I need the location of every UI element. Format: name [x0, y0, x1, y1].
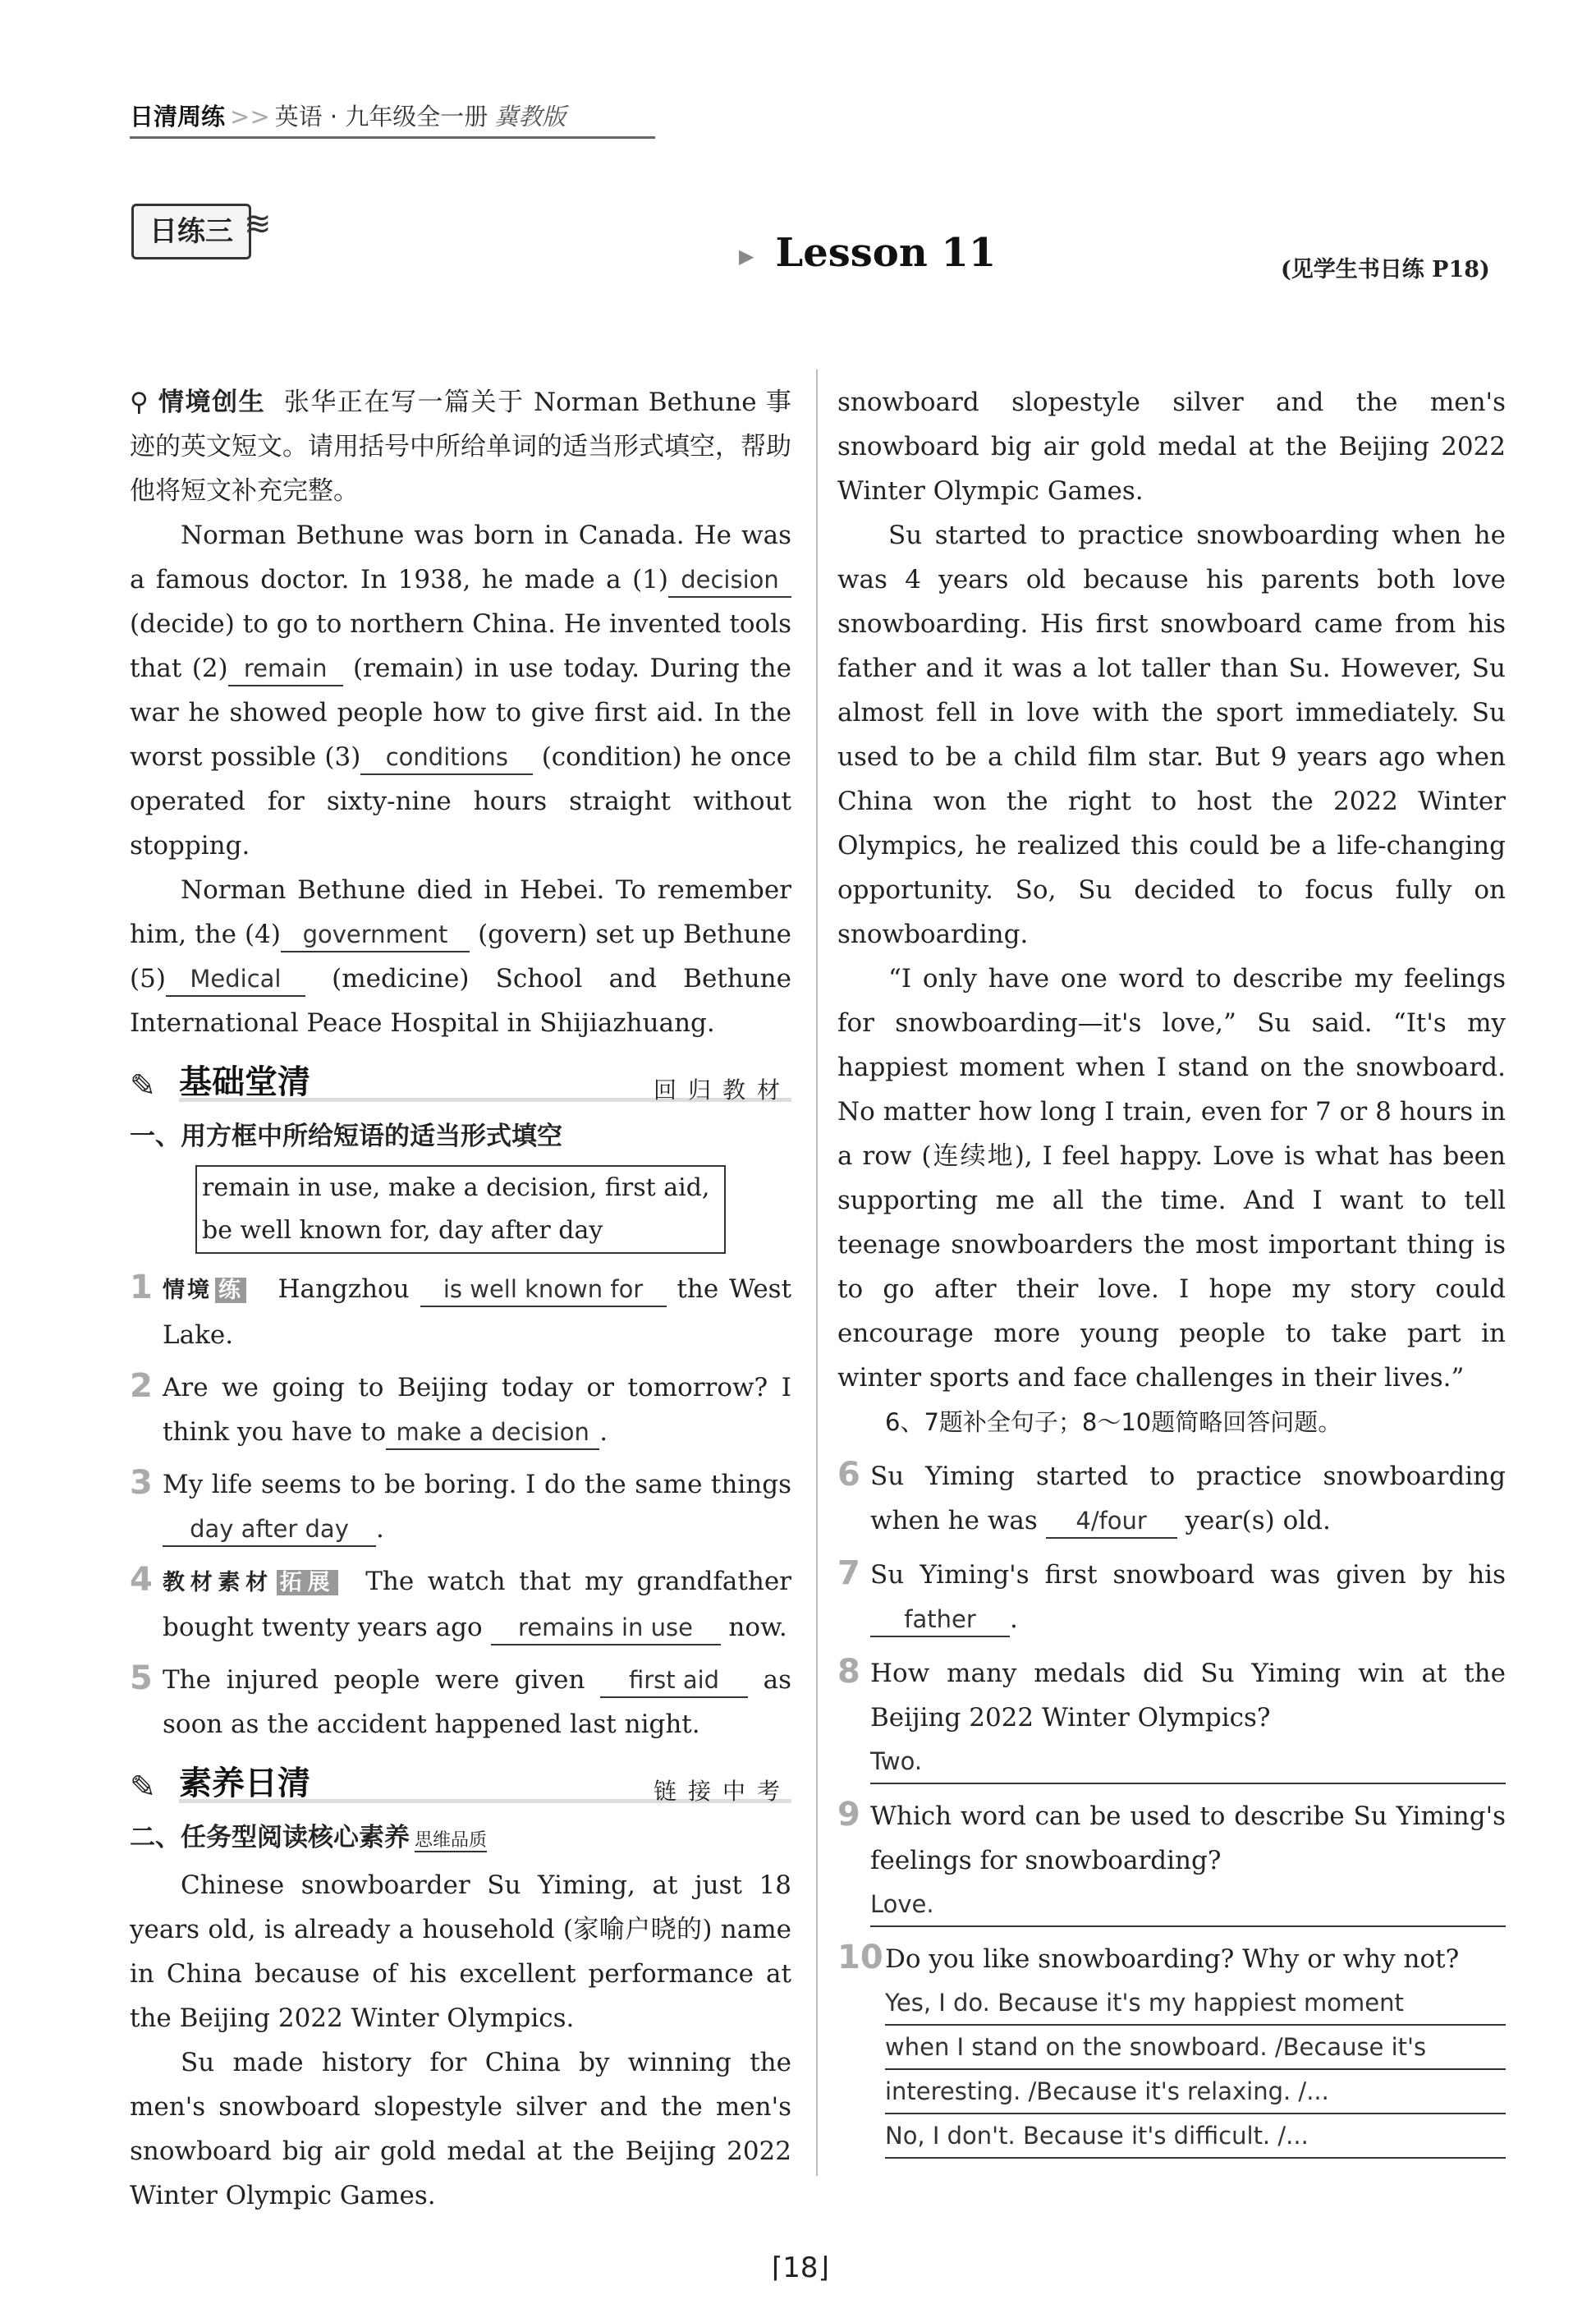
- question-number: 5: [130, 1659, 153, 1697]
- pen-icon: ✎: [130, 1067, 156, 1104]
- answer-line-q10-4[interactable]: No, I don't. Because it's difficult. /...: [885, 2114, 1506, 2159]
- answer-line-q10-2[interactable]: when I stand on the snowboard. /Because it's: [885, 2026, 1506, 2070]
- question-7: 7 Su Yiming's first snowboard was given by his father .: [837, 1553, 1506, 1641]
- answer-blank-2[interactable]: remain: [228, 652, 343, 686]
- passage-paragraph-1: Chinese snowboarder Su Yiming, at just 18 years old, is already a household (家喻户晓的) name in China because of his excellent performance at the Beijing 2022 Winter Olympics.: [130, 1870, 791, 2033]
- context-intro-text: 张华正在写一篇关于 Norman Bethune 事迹的英文短文。请用括号中所给单词的适当形式填空，帮助他将短文补充完整。: [130, 388, 792, 506]
- answer-line-q9[interactable]: Love.: [870, 1883, 1506, 1927]
- answer-blank-4[interactable]: government: [281, 918, 470, 952]
- column-divider: [816, 369, 818, 2176]
- question-1: 1 情境 练 Hangzhou is well known for the West Lake.: [130, 1267, 791, 1357]
- subject-name: 英语 · 九年级全一册: [274, 103, 488, 131]
- question-10: 10 Do you like snowboarding? Why or why not? Yes, I do. Because it's my happiest moment when I stand on the snowboard. /Because it's interesting. /Because it's relaxing. /... No, I don't. Because it's difficult. /...: [837, 1937, 1506, 2159]
- part1-heading: 一、用方框中所给短语的适当形式填空: [130, 1122, 562, 1151]
- answer-blank-q4[interactable]: remains in use: [491, 1611, 721, 1645]
- section-literacy-title: 素养日清: [179, 1765, 310, 1802]
- answer-blank-q6[interactable]: 4/four: [1046, 1504, 1177, 1539]
- question-5: 5 The injured people were given first aid as soon as the accident happened last night.: [130, 1658, 791, 1746]
- pen-icon: ✎: [130, 1769, 156, 1805]
- context-label: ⚲ 情境创生: [130, 388, 266, 417]
- passage-paragraph-3: Su started to practice snowboarding when he was 4 years old because his parents both love snowboarding. His first snowboard came from his father and it was a lot taller than Su. However, Su almost fell in love with the sport immediately. Su used to be a child film star. But 9 years ago when China won the right to host the 2022 Winter Olympics, he realized this could be a life-changing opportunity. So, Su decided to focus fully on snowboarding.: [837, 521, 1506, 949]
- context-intro: [130, 380, 791, 513]
- question-number: 8: [837, 1653, 860, 1691]
- question-number: 3: [130, 1464, 153, 1502]
- question-8: 8 How many medals did Su Yiming win at the Beijing 2022 Winter Olympics? Two.: [837, 1651, 1506, 1784]
- answer-blank-q1[interactable]: is well known for: [420, 1273, 667, 1307]
- passage-paragraph-2-continued: snowboard slopestyle silver and the men's snowboard big air gold medal at the Beijing 2022 Winter Olympic Games.: [837, 388, 1506, 506]
- answer-blank-q5[interactable]: first aid: [600, 1664, 748, 1698]
- bethune-paragraph-1: Norman Bethune was born in Canada. He was a famous doctor. In 1938, he made a (1) decision (decide) to go to northern China. He invented tools that (2) remain (remain) in use today. During the war he showed people how to give first aid. In the worst possible (3) conditions (condition) he once operated for sixty-nine hours straight without stopping.: [130, 521, 791, 861]
- answer-blank-5[interactable]: Medical: [166, 962, 305, 997]
- reading-instructions: 6、7题补全句子；8～10题简略回答问题。: [885, 1408, 1342, 1436]
- lesson-title: [739, 230, 996, 276]
- answer-blank-3[interactable]: conditions: [360, 741, 533, 775]
- section-literacy-tags: 链接中考: [653, 1778, 791, 1805]
- question-9: 9 Which word can be used to describe Su Yiming's feelings for snowboarding? Love.: [837, 1794, 1506, 1927]
- question-number: 2: [130, 1367, 153, 1405]
- question-number: 10: [837, 1939, 883, 1976]
- question-3: 3 My life seems to be boring. I do the same things day after day .: [130, 1462, 791, 1551]
- page-header: 日清周练 >> 英语 · 九年级全一册 冀教版: [130, 103, 566, 131]
- answer-line-q10-3[interactable]: interesting. /Because it's relaxing. /...: [885, 2070, 1506, 2114]
- question-number: 9: [837, 1796, 860, 1834]
- right-column: [837, 380, 1506, 2159]
- question-number: 7: [837, 1554, 860, 1592]
- triangle-icon: ▶: [739, 244, 754, 268]
- section-literacy-header: [130, 1756, 791, 1815]
- textbook-tag: 教材素材 拓展: [163, 1570, 338, 1595]
- question-6: 6 Su Yiming started to practice snowboarding when he was 4/four year(s) old.: [837, 1454, 1506, 1543]
- question-number: 4: [130, 1561, 153, 1599]
- question-4: 4 教材素材 拓展 The watch that my grandfather bought twenty years ago remains in use now.: [130, 1559, 791, 1650]
- passage-paragraph-2: Su made history for China by winning the men's snowboard slopestyle silver and the men's snowboard big air gold medal at the Beijing 2022 Winter Olympic Games.: [130, 2048, 791, 2210]
- reference-note: (见学生书日练 P18): [1281, 257, 1490, 282]
- answer-blank-q2[interactable]: make a decision: [386, 1416, 599, 1450]
- section-basic-tags: 回归教材: [653, 1076, 791, 1104]
- part2-heading: 二、任务型阅读核心素养 思维品质: [130, 1823, 488, 1852]
- answer-line-q10-1[interactable]: Yes, I do. Because it's my happiest moment: [885, 1981, 1506, 2026]
- page-number: ⌈18⌋: [772, 2251, 829, 2284]
- phrase-box: remain in use, make a decision, first aid, be well known for, day after day: [195, 1165, 726, 1254]
- lesson-title-text: Lesson 11: [775, 230, 997, 276]
- section-basic-header: [130, 1055, 791, 1114]
- edition-name: 冀教版: [494, 103, 566, 131]
- passage-paragraph-4: “I only have one word to describe my feelings for snowboarding—it's love,” Su said. “It's my happiest moment when I stand on the snowboard. No matter how long I train, even for 7 or 8 hours in a row (连续地), I feel happy. Love is what has been supporting me all the time. And I want to tell teenage snowboarders the most important thing is to go after their love. I hope my story could encourage more young people to take part in winter sports and face challenges in their lives.”: [837, 964, 1506, 1393]
- question-number: 1: [130, 1269, 153, 1306]
- thinking-quality-tag: 思维品质: [415, 1830, 488, 1851]
- question-number: 6: [837, 1456, 860, 1494]
- header-rule: [130, 136, 655, 139]
- section-basic-title: 基础堂清: [179, 1063, 310, 1101]
- wave-deco-icon: ≋: [244, 205, 272, 243]
- answer-blank-q3[interactable]: day after day: [163, 1512, 376, 1547]
- day-tag: 日练三: [131, 204, 251, 259]
- answer-blank-q7[interactable]: father: [870, 1603, 1010, 1637]
- series-name: 日清周练: [130, 103, 226, 131]
- left-column: [130, 380, 792, 2210]
- question-2: 2 Are we going to Beijing today or tomorrow? I think you have to make a decision .: [130, 1365, 791, 1454]
- answer-blank-1[interactable]: decision: [668, 563, 791, 598]
- bethune-paragraph-2: Norman Bethune died in Hebei. To remember him, the (4) government (govern) set up Bethune (5) Medical (medicine) School and Bethune International Peace Hospital in Shijiazhuang.: [130, 875, 792, 1038]
- scenario-tag: 情境 练: [163, 1278, 246, 1303]
- answer-line-q8[interactable]: Two.: [870, 1740, 1506, 1784]
